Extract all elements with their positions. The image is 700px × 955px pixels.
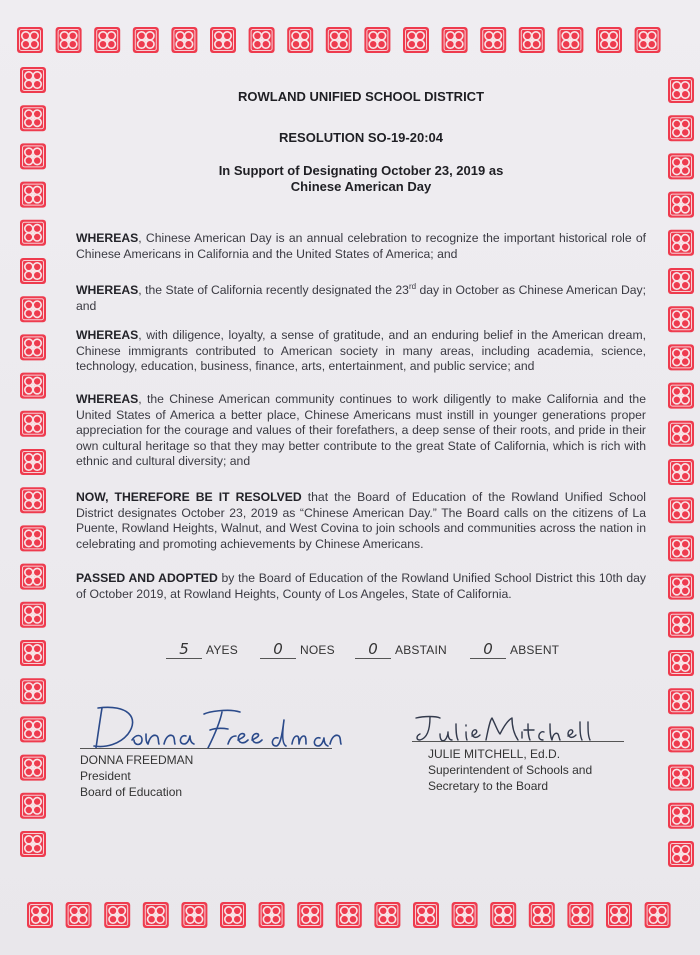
border-tile-icon xyxy=(668,268,694,294)
border-tile-icon xyxy=(20,640,46,666)
border-tile-icon xyxy=(668,77,694,103)
border-tile-icon xyxy=(66,902,92,928)
border-tile-icon xyxy=(668,421,694,447)
border-tile-icon xyxy=(668,688,694,714)
border-tile-icon xyxy=(668,230,694,256)
whereas-label: WHEREAS xyxy=(76,392,139,406)
signer-left-block xyxy=(80,752,193,800)
border-tile-icon xyxy=(104,902,130,928)
border-tile-icon xyxy=(20,67,46,93)
border-tile-icon xyxy=(403,27,429,53)
signer-right-name: JULIE MITCHELL, Ed.D. xyxy=(428,747,561,761)
border-tile-icon xyxy=(668,383,694,409)
border-tile-icon xyxy=(20,755,46,781)
vote-abstain: 0 ABSTAIN xyxy=(355,640,447,659)
resolved-label: NOW, THEREFORE BE IT RESOLVED xyxy=(76,490,302,504)
border-tile-icon xyxy=(20,449,46,475)
signer-right-block xyxy=(428,746,592,794)
border-tile-icon xyxy=(442,27,468,53)
border-tile-icon xyxy=(374,902,400,928)
border-tile-icon xyxy=(529,902,555,928)
whereas-paragraph-1: WHEREAS, Chinese American Day is an annual celebration to recognize the important historical role of Chinese Americans in California and the United States of America; and xyxy=(76,231,646,261)
passed-paragraph: PASSED AND ADOPTED by the Board of Education of the Rowland Unified School District this 10th day of October 2019, at Rowland Heights, County of Los Angeles, State of California. xyxy=(76,571,646,601)
whereas-paragraph-4: WHEREAS, the Chinese American community continues to work diligently to make California and the United States of America a better place, Chinese Americans must instill in younger generations proper appreciation for the courage and values of their forefathers, a deep sense of their roots, and pride in their own cultural heritage so that they may better contribute to the great State of California, which is rich with ethnic and cultural diversity; and xyxy=(76,392,646,469)
border-tile-icon xyxy=(635,27,661,53)
border-tile-icon xyxy=(413,902,439,928)
border-tile-icon xyxy=(668,192,694,218)
signer-left-title1: President xyxy=(80,769,131,783)
border-tile-icon xyxy=(668,497,694,523)
border-tile-icon xyxy=(20,258,46,284)
border-tile-icon xyxy=(480,27,506,53)
border-tile-icon xyxy=(519,27,545,53)
border-tile-icon xyxy=(20,373,46,399)
border-tile-icon xyxy=(20,525,46,551)
border-tile-icon xyxy=(20,296,46,322)
border-tile-icon xyxy=(606,902,632,928)
border-tile-icon xyxy=(668,459,694,485)
border-tile-icon xyxy=(557,27,583,53)
border-tile-icon xyxy=(20,411,46,437)
border-tile-icon xyxy=(490,902,516,928)
border-tile-icon xyxy=(133,27,159,53)
border-tile-icon xyxy=(249,27,275,53)
border-tile-icon xyxy=(297,902,323,928)
border-tile-icon xyxy=(20,716,46,742)
border-tile-icon xyxy=(567,902,593,928)
passed-label: PASSED AND ADOPTED xyxy=(76,571,218,585)
district-heading: ROWLAND UNIFIED SCHOOL DISTRICT xyxy=(237,89,485,104)
border-tile-icon xyxy=(668,612,694,638)
resolution-subtitle-line1: In Support of Designating October 23, 2019 as xyxy=(218,163,504,178)
border-tile-icon xyxy=(668,306,694,332)
whereas-paragraph-3: WHEREAS, with diligence, loyalty, a sense of gratitude, and an enduring belief in the American dream, Chinese immigrants contributed to American society in many areas, including academia, science, technology, education, business, finance, arts, entertainment, and public service; and xyxy=(76,328,646,374)
border-tile-icon xyxy=(668,650,694,676)
border-tile-icon xyxy=(668,535,694,561)
border-tile-icon xyxy=(20,487,46,513)
border-tile-icon xyxy=(56,27,82,53)
border-tile-icon xyxy=(27,902,53,928)
border-tile-icon xyxy=(668,115,694,141)
border-tile-icon xyxy=(220,902,246,928)
border-tile-icon xyxy=(20,564,46,590)
border-tile-icon xyxy=(17,27,43,53)
border-tile-icon xyxy=(259,902,285,928)
signature-line-right xyxy=(412,741,624,742)
vote-absent: 0 ABSENT xyxy=(470,640,559,659)
border-tile-icon xyxy=(336,902,362,928)
border-tile-icon xyxy=(645,902,671,928)
border-tile-icon xyxy=(181,902,207,928)
border-tile-icon xyxy=(20,220,46,246)
whereas-label: WHEREAS xyxy=(76,328,139,342)
border-tile-icon xyxy=(452,902,478,928)
border-tile-icon xyxy=(20,831,46,857)
signer-left-title2: Board of Education xyxy=(80,785,183,799)
resolution-subtitle-line2: Chinese American Day xyxy=(290,179,432,194)
border-tile-icon xyxy=(20,105,46,131)
border-tile-icon xyxy=(20,678,46,704)
border-tile-icon xyxy=(668,726,694,752)
border-tile-icon xyxy=(20,793,46,819)
border-tile-icon xyxy=(326,27,352,53)
signer-left-name: DONNA FREEDMAN xyxy=(80,753,194,767)
border-tile-icon xyxy=(20,334,46,360)
border-tile-icon xyxy=(668,765,694,791)
signer-right-title2: Secretary to the Board xyxy=(428,779,549,793)
border-tile-icon xyxy=(364,27,390,53)
border-tile-icon xyxy=(143,902,169,928)
border-tile-icon xyxy=(210,27,236,53)
border-tile-icon xyxy=(20,602,46,628)
vote-ayes: 5 AYES xyxy=(166,640,238,659)
signer-right-title1: Superintendent of Schools and xyxy=(428,763,593,777)
julie-mitchell-signature xyxy=(410,710,610,750)
whereas-label: WHEREAS xyxy=(76,231,139,245)
border-tile-icon xyxy=(20,143,46,169)
border-tile-icon xyxy=(20,182,46,208)
border-tile-icon xyxy=(668,344,694,370)
resolution-number: RESOLUTION SO-19-20:04 xyxy=(279,130,443,145)
resolved-paragraph: NOW, THEREFORE BE IT RESOLVED that the Board of Education of the Rowland Unified School District designates October 23, 2019 as “Chinese American Day.” The Board calls on the citizens of La Puente, Rowland Heights, Walnut, and West Covina to join schools and communities across the nation in celebrating and promoting achievements by Chinese Americans. xyxy=(76,490,646,551)
whereas-paragraph-2: WHEREAS, the State of California recently designated the 23rd day in October as Chinese American Day; and xyxy=(76,282,647,313)
border-tile-icon xyxy=(596,27,622,53)
border-tile-icon xyxy=(668,153,694,179)
border-tile-icon xyxy=(287,27,313,53)
signature-line-left xyxy=(80,748,332,749)
vote-noes: 0 NOES xyxy=(260,640,335,659)
border-tile-icon xyxy=(94,27,120,53)
border-tile-icon xyxy=(668,574,694,600)
border-tile-icon xyxy=(668,841,694,867)
border-tile-icon xyxy=(668,803,694,829)
whereas-label: WHEREAS xyxy=(76,283,139,298)
border-tile-icon xyxy=(171,27,197,53)
